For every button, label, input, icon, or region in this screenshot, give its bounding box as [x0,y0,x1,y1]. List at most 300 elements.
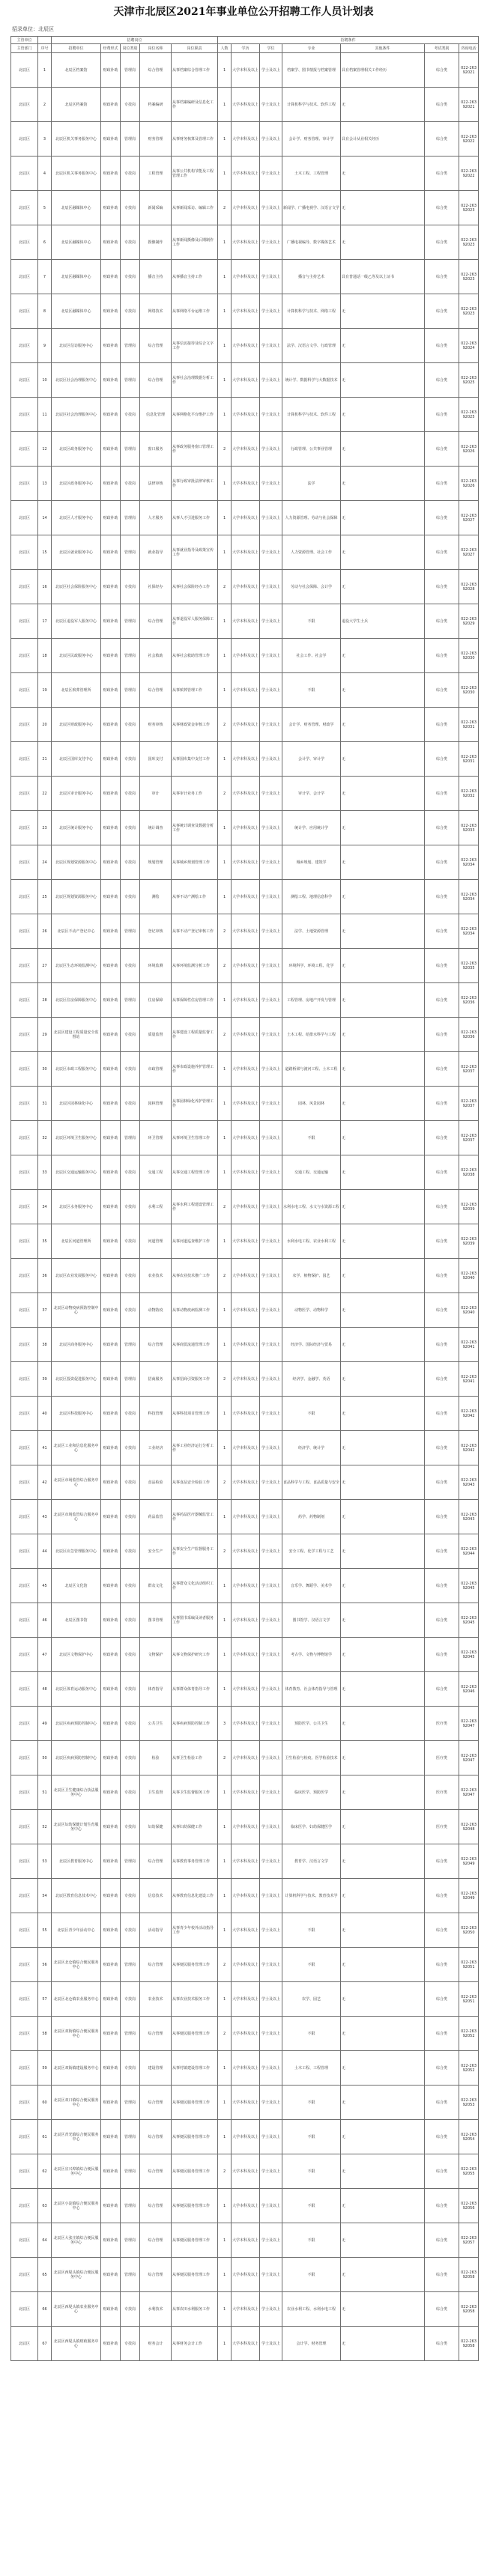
cell-other: 无 [341,2017,425,2051]
group-header-conditions: 招聘条件 [218,37,479,44]
cell-count: 2 [218,1534,232,1569]
cell-education: 大学本科及以上 [232,1431,260,1465]
cell-dept: 北辰区 [11,1844,38,1879]
cell-no: 21 [38,742,52,777]
cell-unit: 北辰区档案馆 [52,88,101,122]
cell-duty: 从事食品安全检验工作 [172,1465,218,1500]
cell-fund: 财政补助 [101,1948,121,1982]
cell-count: 1 [218,1155,232,1190]
cell-post: 登记审核 [140,914,172,949]
cell-fund: 财政补助 [101,1259,121,1293]
cell-post: 动物防疫 [140,1293,172,1328]
cell-other: 无 [341,225,425,260]
cell-degree: 学士及以上 [260,363,282,398]
cell-category: 专技岗 [121,88,140,122]
cell-post: 窗口服务 [140,432,172,467]
cell-exam: 综合类 [425,1018,459,1052]
cell-exam: 综合类 [425,1259,459,1293]
cell-exam: 综合类 [425,1844,459,1879]
table-row [11,2120,479,2154]
cell-post: 法律审核 [140,467,172,501]
cell-fund: 财政补助 [101,501,121,535]
cell-education: 大学本科及以上 [232,1500,260,1534]
cell-duty: 从事便民服务管理工作 [172,2086,218,2120]
cell-degree: 学士及以上 [260,811,282,845]
cell-major: 农学、园艺 [282,1982,341,2017]
cell-major: 教育学、汉语言文学 [282,1844,341,1879]
cell-count: 1 [218,2258,232,2292]
cell-other: 无 [341,1224,425,1259]
cell-phone: 022-26392027 [459,501,479,535]
cell-fund: 财政补助 [101,2189,121,2223]
cell-degree: 学士及以上 [260,2292,282,2327]
cell-exam: 医疗类 [425,1707,459,1741]
cell-dept: 北辰区 [11,811,38,845]
cell-fund: 财政补助 [101,122,121,157]
cell-dept: 北辰区 [11,570,38,604]
cell-post: 综合管理 [140,2154,172,2189]
cell-duty: 从事便民服务管理工作 [172,1948,218,1982]
cell-unit: 北辰区西堤头镇综合便民服务中心 [52,2258,101,2292]
column-header: 人数 [218,44,232,53]
cell-dept: 北辰区 [11,845,38,880]
cell-dept: 北辰区 [11,1293,38,1328]
cell-fund: 财政补助 [101,2258,121,2292]
cell-dept: 北辰区 [11,535,38,570]
cell-unit: 北辰区北仓镇综合便民服务中心 [52,1948,101,1982]
cell-category: 专技岗 [121,1087,140,1121]
cell-category: 管理岗 [121,535,140,570]
cell-major: 社会工作、社会学 [282,639,341,673]
cell-education: 大学本科及以上 [232,191,260,225]
table-row [11,1879,479,1913]
column-header: 序号 [38,44,52,53]
table-row [11,1672,479,1707]
cell-duty: 从事社会救助管理工作 [172,639,218,673]
cell-category: 专技岗 [121,2327,140,2361]
cell-degree: 学士及以上 [260,1810,282,1844]
cell-phone: 022-26392023 [459,191,479,225]
cell-post: 图书管理 [140,1603,172,1638]
cell-fund: 财政补助 [101,329,121,363]
cell-exam: 综合类 [425,742,459,777]
cell-no: 26 [38,914,52,949]
cell-category: 专技岗 [121,1018,140,1052]
cell-fund: 财政补助 [101,2292,121,2327]
cell-count: 1 [218,53,232,88]
cell-exam: 综合类 [425,2258,459,2292]
cell-fund: 财政补助 [101,1913,121,1948]
cell-unit: 北辰区交通运输服务中心 [52,1155,101,1190]
cell-major: 不限 [282,2258,341,2292]
cell-dept: 北辰区 [11,1121,38,1155]
cell-other: 无 [341,88,425,122]
cell-duty: 从事殡葬管理工作 [172,673,218,708]
cell-degree: 学士及以上 [260,1087,282,1121]
cell-major: 经济学、国际经济与贸易 [282,1328,341,1362]
cell-education: 大学本科及以上 [232,1948,260,1982]
cell-duty: 从事图书采编及读者服务工作 [172,1603,218,1638]
cell-unit: 北辰区融媒体中心 [52,260,101,294]
cell-phone: 022-26392046 [459,1672,479,1707]
cell-major: 不限 [282,2154,341,2189]
cell-count: 1 [218,1397,232,1431]
cell-exam: 综合类 [425,294,459,329]
cell-category: 管理岗 [121,1362,140,1397]
cell-dept: 北辰区 [11,363,38,398]
cell-post: 综合管理 [140,2258,172,2292]
cell-duty: 从事退役军人服务保障工作 [172,604,218,639]
cell-other: 无 [341,1810,425,1844]
table-row [11,2292,479,2327]
cell-dept: 北辰区 [11,1534,38,1569]
cell-education: 大学本科及以上 [232,1465,260,1500]
cell-no: 9 [38,329,52,363]
cell-no: 35 [38,1224,52,1259]
cell-category: 专技岗 [121,1672,140,1707]
table-row [11,604,479,639]
cell-major: 法学、土地资源管理 [282,914,341,949]
table-row [11,811,479,845]
cell-degree: 学士及以上 [260,122,282,157]
cell-no: 56 [38,1948,52,1982]
cell-exam: 综合类 [425,1603,459,1638]
cell-other: 无 [341,1603,425,1638]
cell-count: 2 [218,1259,232,1293]
column-header: 招聘单位 [52,44,101,53]
cell-degree: 学士及以上 [260,88,282,122]
cell-duty: 从事村镇建设管理工作 [172,2051,218,2086]
cell-count: 1 [218,1844,232,1879]
table-row [11,1121,479,1155]
cell-fund: 财政补助 [101,2327,121,2361]
column-header: 咨询电话 [459,44,479,53]
cell-dept: 北辰区 [11,1913,38,1948]
cell-exam: 综合类 [425,1087,459,1121]
cell-phone: 022-26392045 [459,1569,479,1603]
cell-count: 1 [218,1879,232,1913]
cell-count: 1 [218,1431,232,1465]
cell-post: 社保经办 [140,570,172,604]
table-row [11,1638,479,1672]
cell-dept: 北辰区 [11,1948,38,1982]
cell-other: 无 [341,914,425,949]
cell-post: 检验 [140,1741,172,1775]
cell-exam: 综合类 [425,225,459,260]
cell-fund: 财政补助 [101,983,121,1018]
cell-dept: 北辰区 [11,1431,38,1465]
cell-unit: 北辰区档案馆 [52,53,101,88]
cell-count: 2 [218,777,232,811]
cell-exam: 综合类 [425,2154,459,2189]
cell-category: 专技岗 [121,1913,140,1948]
cell-count: 1 [218,1224,232,1259]
cell-exam: 医疗类 [425,1741,459,1775]
cell-count: 2 [218,1948,232,1982]
cell-fund: 财政补助 [101,1052,121,1087]
cell-unit: 北辰区建设工程质量安全监督站 [52,1018,101,1052]
cell-fund: 财政补助 [101,1534,121,1569]
cell-fund: 财政补助 [101,1121,121,1155]
cell-count: 1 [218,1638,232,1672]
cell-category: 管理岗 [121,673,140,708]
cell-major: 不限 [282,2017,341,2051]
cell-no: 32 [38,1121,52,1155]
cell-degree: 学士及以上 [260,2051,282,2086]
table-row [11,1707,479,1741]
table-row [11,432,479,467]
cell-category: 专技岗 [121,1293,140,1328]
cell-phone: 022-26392023 [459,294,479,329]
cell-count: 1 [218,673,232,708]
cell-phone: 022-26392050 [459,1913,479,1948]
table-row [11,2258,479,2292]
cell-other: 无 [341,2086,425,2120]
cell-duty: 从事人才引进服务工作 [172,501,218,535]
cell-degree: 学士及以上 [260,329,282,363]
cell-duty: 从事环境卫生管理工作 [172,1121,218,1155]
cell-dept: 北辰区 [11,2258,38,2292]
cell-no: 57 [38,1982,52,2017]
cell-degree: 学士及以上 [260,225,282,260]
cell-exam: 综合类 [425,1465,459,1500]
cell-unit: 北辰区殡葬管理所 [52,673,101,708]
cell-category: 管理岗 [121,2223,140,2258]
cell-category: 管理岗 [121,1844,140,1879]
cell-dept: 北辰区 [11,1224,38,1259]
cell-no: 36 [38,1259,52,1293]
cell-no: 22 [38,777,52,811]
cell-post: 综合管理 [140,2120,172,2154]
cell-category: 管理岗 [121,329,140,363]
cell-degree: 学士及以上 [260,1224,282,1259]
cell-duty: 从事新闻采访、编辑工作 [172,191,218,225]
cell-education: 大学本科及以上 [232,329,260,363]
cell-count: 1 [218,501,232,535]
table-row [11,673,479,708]
cell-other: 无 [341,673,425,708]
cell-unit: 北辰区小淀镇综合便民服务中心 [52,2189,101,2223]
cell-degree: 学士及以上 [260,845,282,880]
cell-category: 专技岗 [121,742,140,777]
column-header: 考试类别 [425,44,459,53]
cell-post: 人才服务 [140,501,172,535]
cell-duty: 从事交通工程管理工作 [172,1155,218,1190]
cell-phone: 022-26392047 [459,1775,479,1810]
cell-fund: 财政补助 [101,1707,121,1741]
cell-unit: 北辰区政务服务中心 [52,467,101,501]
cell-duty: 从事便民服务管理工作 [172,2120,218,2154]
cell-education: 大学本科及以上 [232,1328,260,1362]
cell-degree: 学士及以上 [260,1569,282,1603]
cell-education: 大学本科及以上 [232,2327,260,2361]
cell-phone: 022-26392021 [459,53,479,88]
cell-no: 37 [38,1293,52,1328]
cell-category: 管理岗 [121,639,140,673]
cell-count: 2 [218,1362,232,1397]
cell-duty: 从事财政资金审核工作 [172,708,218,742]
cell-degree: 学士及以上 [260,2120,282,2154]
cell-dept: 北辰区 [11,1397,38,1431]
cell-fund: 财政补助 [101,604,121,639]
cell-count: 2 [218,191,232,225]
cell-category: 专技岗 [121,2292,140,2327]
cell-post: 活动指导 [140,1913,172,1948]
cell-duty: 从事网格化平台维护工作 [172,398,218,432]
cell-post: 综合管理 [140,2017,172,2051]
cell-count: 2 [218,914,232,949]
cell-fund: 财政补助 [101,157,121,191]
cell-unit: 北辰区住房保障服务中心 [52,983,101,1018]
cell-fund: 财政补助 [101,1603,121,1638]
cell-degree: 学士及以上 [260,708,282,742]
table-row [11,2154,479,2189]
cell-category: 专技岗 [121,1775,140,1810]
cell-duty: 从事便民服务管理工作 [172,2017,218,2051]
cell-education: 大学本科及以上 [232,2154,260,2189]
cell-no: 16 [38,570,52,604]
cell-dept: 北辰区 [11,1603,38,1638]
cell-count: 1 [218,2086,232,2120]
cell-phone: 022-26392037 [459,1087,479,1121]
cell-phone: 022-26392057 [459,2223,479,2258]
table-row [11,1741,479,1775]
cell-count: 1 [218,329,232,363]
cell-fund: 财政补助 [101,467,121,501]
cell-no: 51 [38,1775,52,1810]
cell-exam: 综合类 [425,1293,459,1328]
cell-education: 大学本科及以上 [232,432,260,467]
cell-major: 不限 [282,2086,341,2120]
table-row [11,845,479,880]
cell-exam: 综合类 [425,1397,459,1431]
cell-unit: 北辰区体育运动服务中心 [52,1672,101,1707]
cell-education: 大学本科及以上 [232,467,260,501]
table-row [11,742,479,777]
column-header: 经费形式 [101,44,121,53]
cell-phone: 022-26392043 [459,1465,479,1500]
cell-other: 无 [341,294,425,329]
cell-exam: 综合类 [425,2120,459,2154]
cell-major: 人力资源管理、劳动与社会保障 [282,501,341,535]
cell-major: 图书馆学、汉语言文学 [282,1603,341,1638]
cell-duty: 从事水利工程建设管理工作 [172,1190,218,1224]
cell-category: 专技岗 [121,191,140,225]
cell-duty: 从事财务核算及管理工作 [172,122,218,157]
cell-count: 1 [218,2051,232,2086]
cell-fund: 财政补助 [101,432,121,467]
cell-major: 土木工程、给排水科学与工程 [282,1018,341,1052]
cell-duty: 从事农田水利服务工作 [172,2292,218,2327]
cell-no: 19 [38,673,52,708]
cell-major: 劳动与社会保障、会计学 [282,570,341,604]
cell-dept: 北辰区 [11,2154,38,2189]
table-row [11,260,479,294]
table-row [11,1913,479,1948]
cell-education: 大学本科及以上 [232,260,260,294]
cell-no: 45 [38,1569,52,1603]
cell-unit: 北辰区统计服务中心 [52,811,101,845]
cell-count: 1 [218,1982,232,2017]
cell-duty: 从事疾病预防控制工作 [172,1707,218,1741]
cell-duty: 从事农业技术服务工作 [172,1982,218,2017]
cell-category: 管理岗 [121,914,140,949]
cell-education: 大学本科及以上 [232,1603,260,1638]
cell-count: 1 [218,467,232,501]
cell-major: 临床医学、预防医学 [282,1775,341,1810]
cell-duty: 从事青少年校外活动指导工作 [172,1913,218,1948]
cell-dept: 北辰区 [11,2189,38,2223]
cell-fund: 财政补助 [101,708,121,742]
cell-dept: 北辰区 [11,1879,38,1913]
cell-degree: 学士及以上 [260,1603,282,1638]
cell-degree: 学士及以上 [260,535,282,570]
cell-education: 大学本科及以上 [232,673,260,708]
cell-duty: 从事新闻摄像及后期制作工作 [172,225,218,260]
cell-major: 土木工程、工程管理 [282,2051,341,2086]
cell-major: 不限 [282,1948,341,1982]
cell-exam: 综合类 [425,2017,459,2051]
unit-label: 招录单位：北辰区 [12,26,54,32]
cell-count: 1 [218,225,232,260]
cell-dept: 北辰区 [11,1638,38,1672]
cell-fund: 财政补助 [101,949,121,983]
cell-count: 1 [218,1052,232,1087]
cell-major: 不限 [282,1913,341,1948]
cell-duty: 从事公共机构节能及工程管理工作 [172,157,218,191]
cell-major: 人力资源管理、社会工作 [282,535,341,570]
cell-exam: 综合类 [425,2292,459,2327]
column-header: 岗位职责 [172,44,218,53]
cell-fund: 财政补助 [101,742,121,777]
cell-category: 管理岗 [121,2189,140,2223]
cell-phone: 022-26392038 [459,1155,479,1190]
cell-other: 无 [341,1121,425,1155]
cell-phone: 022-26392052 [459,2051,479,2086]
cell-phone: 022-26392058 [459,2292,479,2327]
cell-no: 8 [38,294,52,329]
cell-unit: 北辰区图书馆 [52,1603,101,1638]
cell-dept: 北辰区 [11,501,38,535]
cell-degree: 学士及以上 [260,2154,282,2189]
cell-post: 综合管理 [140,363,172,398]
cell-major: 法学、汉语言文学、行政管理 [282,329,341,363]
cell-unit: 北辰区河道管理所 [52,1224,101,1259]
cell-other: 无 [341,777,425,811]
cell-unit: 北辰区大张庄镇综合便民服务中心 [52,2223,101,2258]
cell-major: 会计学、财务管理、审计学 [282,122,341,157]
cell-count: 2 [218,1018,232,1052]
cell-category: 管理岗 [121,1328,140,1362]
cell-degree: 学士及以上 [260,398,282,432]
cell-other: 无 [341,1913,425,1948]
cell-category: 专技岗 [121,1741,140,1775]
cell-major: 经济学、金融学、英语 [282,1362,341,1397]
cell-dept: 北辰区 [11,1672,38,1707]
cell-fund: 财政补助 [101,845,121,880]
cell-fund: 财政补助 [101,535,121,570]
cell-post: 交通工程 [140,1155,172,1190]
cell-education: 大学本科及以上 [232,742,260,777]
cell-post: 综合管理 [140,2189,172,2223]
cell-degree: 学士及以上 [260,2258,282,2292]
cell-duty: 从事统计调查及数据分析工作 [172,811,218,845]
cell-major: 工程管理、房地产开发与管理 [282,983,341,1018]
cell-unit: 北辰区双街镇建设服务中心 [52,2051,101,2086]
cell-fund: 财政补助 [101,260,121,294]
table-row [11,225,479,260]
cell-category: 专技岗 [121,1155,140,1190]
